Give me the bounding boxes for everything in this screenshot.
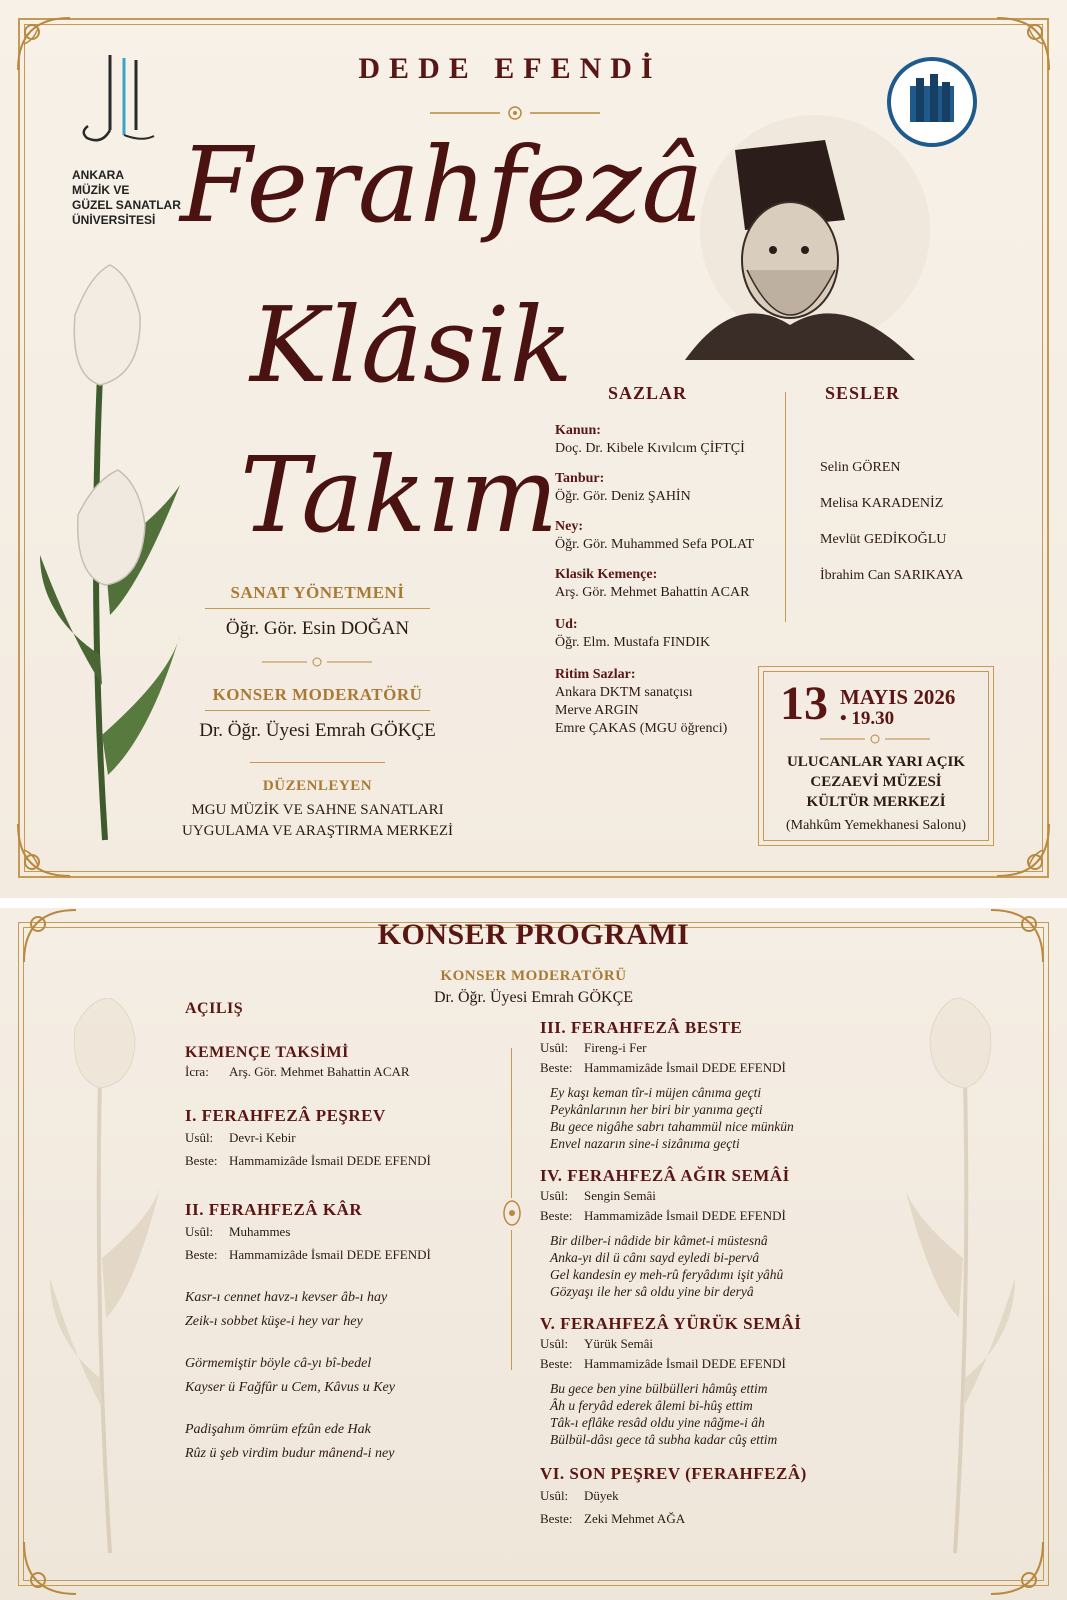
movement-title: I. FERAHFEZÂ PEŞREV <box>185 1106 386 1125</box>
moderator-name: Dr. Öğr. Üyesi Emrah GÖKÇE <box>199 720 436 741</box>
header-divider-icon <box>430 104 600 122</box>
column-divider <box>785 392 786 622</box>
art-director-name: Öğr. Gör. Esin DOĞAN <box>225 618 410 639</box>
corner-ornament-icon <box>993 820 1053 880</box>
small-divider-icon <box>820 732 930 746</box>
title-line-3: Takım <box>240 434 559 556</box>
instrument-entry: Kanun: Doç. Dr. Kibele Kıvılcım ÇİFTÇİ <box>555 423 745 456</box>
university-logo-icon <box>72 50 162 150</box>
small-divider-icon <box>262 655 372 669</box>
taksim-performer: İcra: Arş. Gör. Mehmet Bahattin ACAR <box>185 1064 410 1079</box>
lyrics: Bir dilber-i nâdide bir kâmet-i müstesnâ Anka-yı dil ü cânı sayd eyledi bi-pervâ Gel kandesin ey meh-rû feryâdımı işit yâhû Gözyaşı ile her sâ oldu yine bir deryâ <box>550 1233 784 1299</box>
vocalist-name: Selin GÖREN <box>820 460 901 475</box>
lyrics: Bu gece ben yine bülbülleri hâmûş ettim Âh u feryâd ederek âlemi bi-hûş ettim Tâk-ı eflâke resâd oldu yine nâğme-i âh Bülbül-dâsı gece tâ subha kadar cûş ettim <box>550 1381 778 1447</box>
event-day: 13 <box>780 677 828 730</box>
movement-usul: Usûl: Fireng-i Fer <box>540 1040 647 1055</box>
movement-composer: Beste: Hammamizâde İsmail DEDE EFENDİ <box>540 1060 786 1075</box>
instrument-entry: Tanbur: Öğr. Gör. Deniz ŞAHİN <box>555 471 691 504</box>
movement-title: IV. FERAHFEZÂ AĞIR SEMÂİ <box>540 1166 790 1185</box>
vocalist-name: Mevlüt GEDİKOĞLU <box>820 532 947 547</box>
faded-tulip-left-icon <box>40 998 170 1558</box>
corner-ornament-icon <box>20 906 80 966</box>
university-name: ANKARA MÜZİK VE GÜZEL SANATLAR ÜNİVERSİTESİ <box>72 168 181 227</box>
vocalist-name: Melisa KARADENİZ <box>820 496 944 511</box>
instrument-entry: Ritim Sazlar: Ankara DKTM sanatçısı Merve ARGIN Emre ÇAKAS (MGU öğrenci) <box>555 667 728 736</box>
event-time: • 19.30 <box>840 708 895 729</box>
program-left-column <box>185 1000 495 1466</box>
composer-header: DEDE EFENDİ <box>358 52 662 85</box>
instrument-entry: Ud: Öğr. Elm. Mustafa FINDIK <box>555 617 711 650</box>
center-divider <box>511 1230 512 1370</box>
vocalist-name: İbrahim Can SARIKAYA <box>820 568 964 583</box>
instruments-list <box>555 422 780 748</box>
vocals-list <box>820 450 963 594</box>
concert-program <box>0 908 1067 1600</box>
movement-usul: Usûl: Muhammes <box>185 1224 291 1239</box>
faded-tulip-right-icon <box>895 998 1025 1558</box>
organizer-label: DÜZENLEYEN <box>262 778 373 794</box>
movement-title: II. FERAHFEZÂ KÂR <box>185 1200 363 1219</box>
program-moderator-label: KONSER MODERATÖRÜ <box>440 968 627 984</box>
movement-composer: Beste: Zeki Mehmet AĞA <box>540 1511 686 1526</box>
corner-ornament-icon <box>993 14 1053 74</box>
art-director-label: SANAT YÖNETMENİ <box>230 583 405 602</box>
instruments-heading: SAZLAR <box>608 383 688 403</box>
movement-usul: Usûl: Düyek <box>540 1488 619 1503</box>
movement-composer: Beste: Hammamizâde İsmail DEDE EFENDİ <box>540 1208 786 1223</box>
program-title: KONSER PROGRAMI <box>377 918 690 951</box>
instrument-entry: Ney: Öğr. Gör. Muhammed Sefa POLAT <box>555 519 755 552</box>
moderator-label: KONSER MODERATÖRÜ <box>212 685 423 704</box>
center-divider <box>511 1048 512 1198</box>
program-right-column <box>540 1018 870 1530</box>
lyrics: Kasr-ı cennet havz-ı kevser âb-ı hay Zeik-ı sobbet küşe-i hey var hey Görmemiştir böyle câ-yı bî-bedel Kayser ü Fağfûr u Cem, Kâvus u Key Padişahım ömrüm efzûn ede Hak Rûz ü şeb virdim budur mânend-i ney <box>185 1290 395 1461</box>
composer-portrait-icon <box>675 110 935 370</box>
corner-ornament-icon <box>14 14 74 74</box>
divider <box>205 710 430 711</box>
movement-title: III. FERAHFEZÂ BESTE <box>540 1018 743 1037</box>
movement-composer: Beste: Hammamizâde İsmail DEDE EFENDİ <box>540 1356 786 1371</box>
event-month-year: MAYIS 2026 <box>840 685 956 709</box>
venue-hall: (Mahkûm Yemekhanesi Salonu) <box>785 818 967 833</box>
organizer-name: MGU MÜZİK VE SAHNE SANATLARI UYGULAMA VE ARAŞTIRMA MERKEZİ <box>182 802 453 839</box>
program-moderator-name: Dr. Öğr. Üyesi Emrah GÖKÇE <box>433 989 634 1006</box>
corner-ornament-icon <box>987 906 1047 966</box>
movement-usul: Usûl: Sengin Semâi <box>540 1188 656 1203</box>
movement-usul: Usûl: Yürük Semâi <box>540 1336 653 1351</box>
vocals-heading: SESLER <box>825 383 901 403</box>
tulip-illustration-icon <box>30 255 200 845</box>
instrument-entry: Klasik Kemençe: Arş. Gör. Mehmet Bahattin ACAR <box>555 567 750 600</box>
movement-composer: Beste: Hammamizâde İsmail DEDE EFENDİ <box>185 1247 431 1262</box>
center-ornament-icon <box>501 1198 523 1228</box>
movement-title: V. FERAHFEZÂ YÜRÜK SEMÂİ <box>540 1314 802 1333</box>
taksim-title: KEMENÇE TAKSİMİ <box>185 1044 349 1061</box>
title-line-2: Klâsik <box>250 284 573 406</box>
movement-usul: Usûl: Devr-i Kebir <box>185 1130 296 1145</box>
movement-composer: Beste: Hammamizâde İsmail DEDE EFENDİ <box>185 1153 431 1168</box>
lyrics: Ey kaşı keman tîr-i müjen cânıma geçti Peykânlarının her biri bir yanıma geçti Bu gece nigâhe sabrı tahammül nice münkün Envel nazarın sine-i sizânıma geçti <box>550 1085 794 1151</box>
divider <box>250 762 385 763</box>
venue-name: ULUCANLAR YARI AÇIK CEZAEVİ MÜZESİ KÜLTÜR MERKEZİ <box>786 754 966 810</box>
opening-title: AÇILIŞ <box>185 1000 244 1017</box>
divider <box>205 608 430 609</box>
title-line-1: Ferahfezâ <box>180 124 704 246</box>
movement-title: VI. SON PEŞREV (FERAHFEZÂ) <box>540 1464 807 1483</box>
